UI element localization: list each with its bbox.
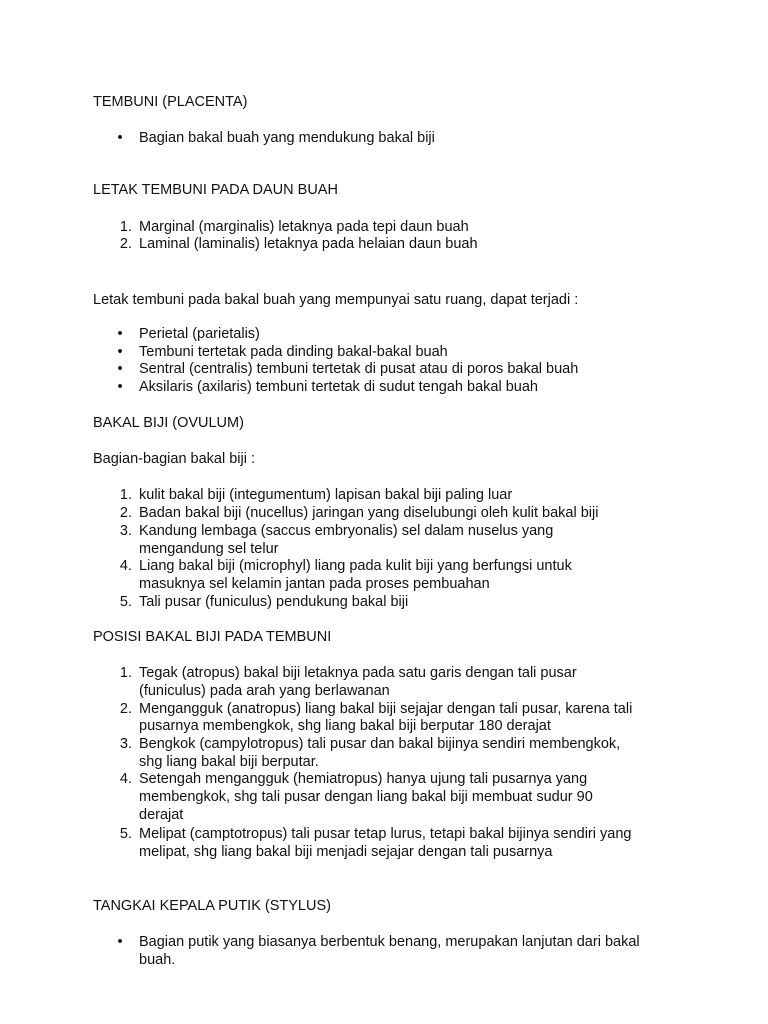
list-item: Bagian bakal buah yang mendukung bakal biji bbox=[139, 130, 435, 146]
list-number: 4. bbox=[119, 558, 132, 574]
heading-bakal-biji: BAKAL BIJI (OVULUM) bbox=[93, 415, 244, 431]
list-number: 2. bbox=[119, 236, 132, 252]
list-number: 5. bbox=[119, 594, 132, 610]
bullet-icon: • bbox=[117, 344, 123, 360]
list-item: Tembuni tertetak pada dinding bakal-bakal buah bbox=[139, 344, 448, 360]
paragraph: Bagian-bagian bakal biji : bbox=[93, 451, 256, 467]
list-item: Setengah mengangguk (hemiatropus) hanya ujung tali pusarnya yang bbox=[139, 771, 588, 787]
list-item: Laminal (laminalis) letaknya pada helaian daun buah bbox=[139, 236, 478, 252]
list-number: 1. bbox=[119, 219, 132, 235]
list-item: Mengangguk (anatropus) liang bakal biji sejajar dengan tali pusar, karena tali bbox=[139, 701, 633, 717]
list-item: Badan bakal biji (nucellus) jaringan yang diselubungi oleh kulit bakal biji bbox=[139, 505, 599, 521]
list-item: kulit bakal biji (integumentum) lapisan bakal biji paling luar bbox=[139, 487, 513, 503]
list-number: 3. bbox=[119, 736, 132, 752]
heading-letak-tembuni: LETAK TEMBUNI PADA DAUN BUAH bbox=[93, 182, 338, 198]
list-number: 2. bbox=[119, 505, 132, 521]
list-item-continuation: membengkok, shg tali pusar dengan liang bakal biji membuat sudur 90 bbox=[139, 789, 593, 805]
bullet-icon: • bbox=[117, 326, 123, 342]
list-item: Bagian putik yang biasanya berbentuk benang, merupakan lanjutan dari bakal bbox=[139, 934, 640, 950]
bullet-icon: • bbox=[117, 934, 123, 950]
list-item-continuation: buah. bbox=[139, 952, 176, 968]
heading-tembuni: TEMBUNI (PLACENTA) bbox=[93, 94, 248, 110]
list-item: Bengkok (campylotropus) tali pusar dan bakal bijinya sendiri membengkok, bbox=[139, 736, 621, 752]
list-item-continuation: (funiculus) pada arah yang berlawanan bbox=[139, 683, 390, 699]
list-item: Tegak (atropus) bakal biji letaknya pada satu garis dengan tali pusar bbox=[139, 665, 577, 681]
list-number: 3. bbox=[119, 523, 132, 539]
list-item: Aksilaris (axilaris) tembuni tertetak di sudut tengah bakal buah bbox=[139, 379, 538, 395]
bullet-icon: • bbox=[117, 361, 123, 377]
list-item: Sentral (centralis) tembuni tertetak di pusat atau di poros bakal buah bbox=[139, 361, 579, 377]
list-number: 4. bbox=[119, 771, 132, 787]
list-number: 5. bbox=[119, 826, 132, 842]
bullet-icon: • bbox=[117, 379, 123, 395]
list-number: 2. bbox=[119, 701, 132, 717]
heading-posisi-bakal-biji: POSISI BAKAL BIJI PADA TEMBUNI bbox=[93, 629, 332, 645]
list-item-continuation: pusarnya membengkok, shg liang bakal biji berputar 180 derajat bbox=[139, 718, 551, 734]
paragraph: Letak tembuni pada bakal buah yang mempunyai satu ruang, dapat terjadi : bbox=[93, 292, 579, 308]
list-number: 1. bbox=[119, 487, 132, 503]
list-item-continuation: shg liang bakal biji berputar. bbox=[139, 754, 319, 770]
list-item-continuation: derajat bbox=[139, 807, 184, 823]
bullet-icon: • bbox=[117, 130, 123, 146]
list-number: 1. bbox=[119, 665, 132, 681]
list-item: Melipat (camptotropus) tali pusar tetap lurus, tetapi bakal bijinya sendiri yang bbox=[139, 826, 632, 842]
list-item: Perietal (parietalis) bbox=[139, 326, 260, 342]
list-item-continuation: masuknya sel kelamin jantan pada proses pembuahan bbox=[139, 576, 490, 592]
list-item-continuation: melipat, shg liang bakal biji menjadi sejajar dengan tali pusarnya bbox=[139, 844, 553, 860]
list-item-continuation: mengandung sel telur bbox=[139, 541, 279, 557]
list-item: Marginal (marginalis) letaknya pada tepi daun buah bbox=[139, 219, 469, 235]
list-item: Tali pusar (funiculus) pendukung bakal biji bbox=[139, 594, 409, 610]
heading-tangkai-kepala-putik: TANGKAI KEPALA PUTIK (STYLUS) bbox=[93, 898, 331, 914]
list-item: Kandung lembaga (saccus embryonalis) sel dalam nuselus yang bbox=[139, 523, 554, 539]
list-item: Liang bakal biji (microphyl) liang pada kulit biji yang berfungsi untuk bbox=[139, 558, 572, 574]
